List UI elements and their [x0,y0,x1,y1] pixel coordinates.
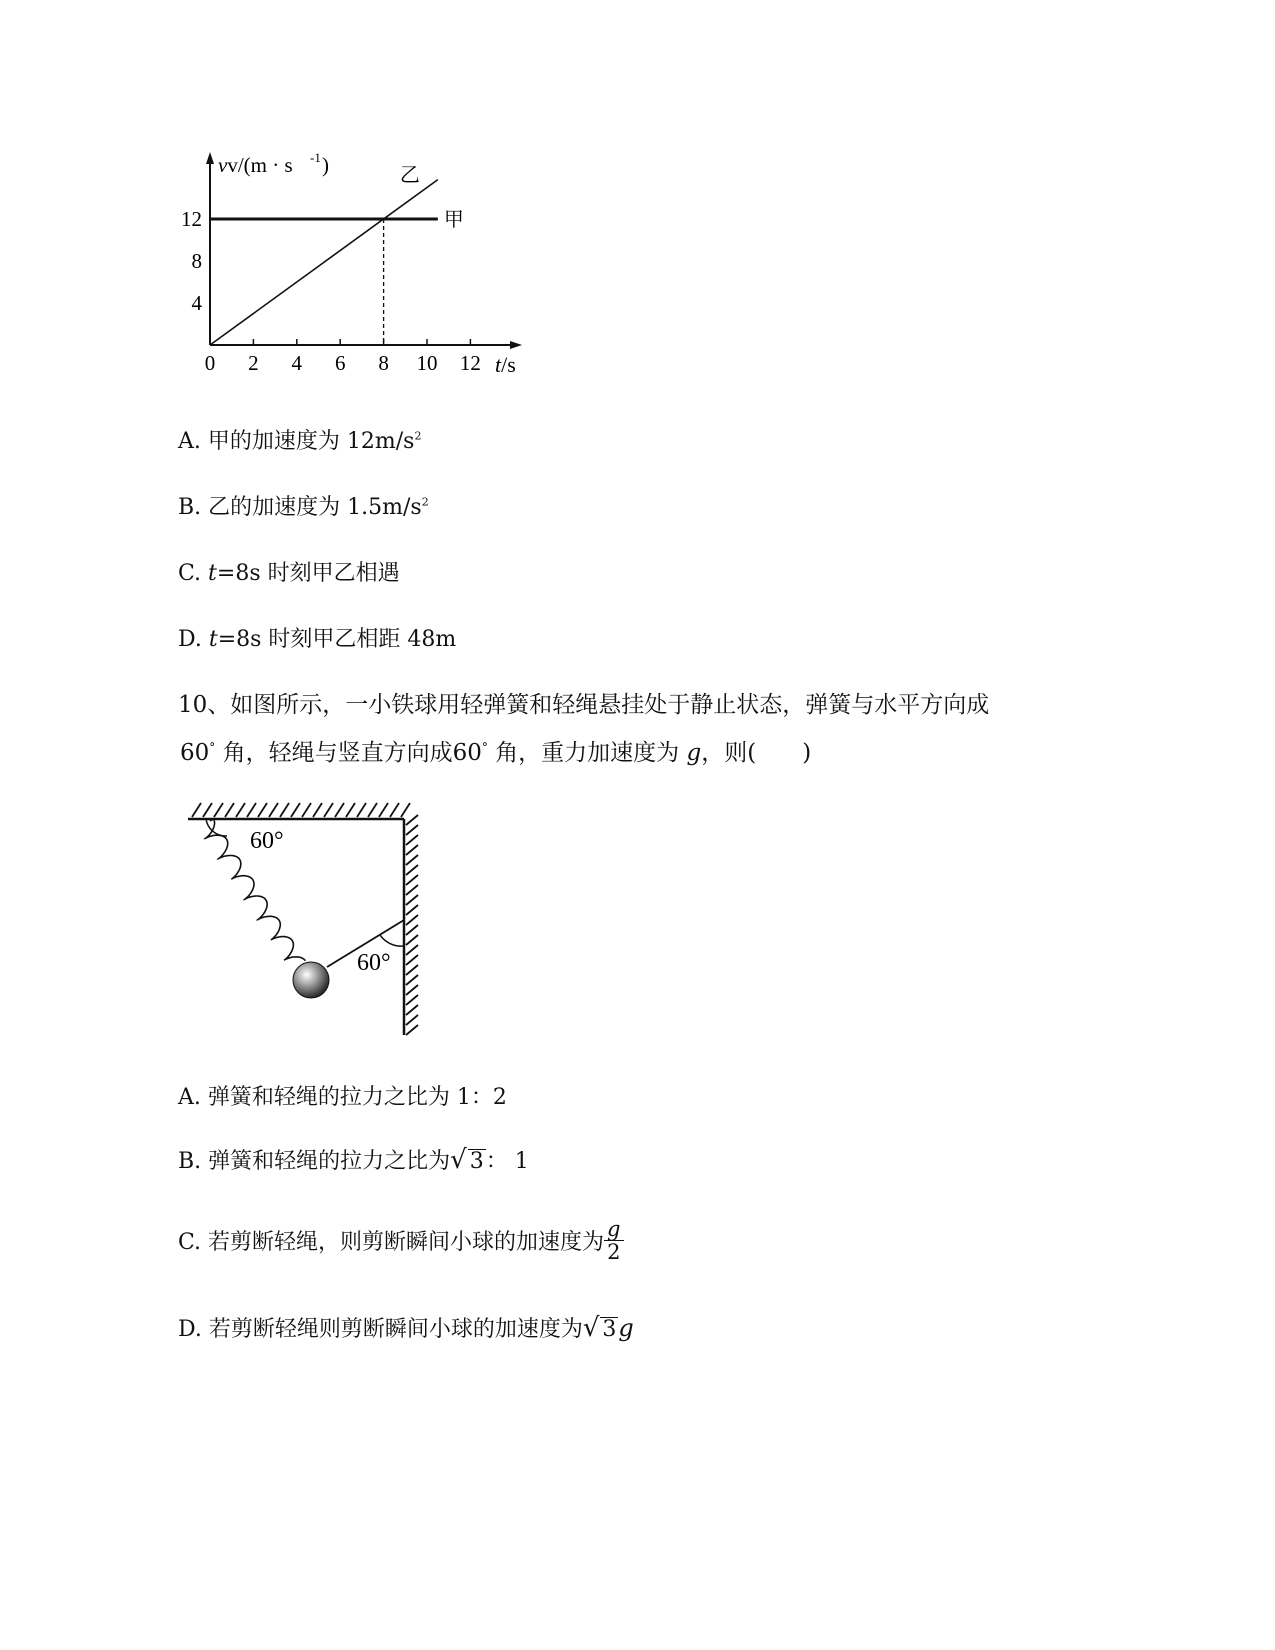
y-tick-label: 12 [181,207,202,231]
x-tick-label: 2 [248,351,259,375]
hatch-line [291,803,300,817]
vt-graph [170,140,550,390]
angle-arc-wall [380,935,404,946]
hatch-line [214,803,223,817]
y-axis-arrow [206,152,214,164]
hatch-line [406,935,418,945]
hatch-line [406,845,418,855]
hatch-line [406,895,418,905]
x-axis-label: t/s [495,352,516,377]
hatch-line [406,1025,418,1035]
hatch-line [280,803,289,817]
hatch-line [406,915,418,925]
hatch-line [406,885,418,895]
hatch-line [324,803,333,817]
hatch-line [346,803,355,817]
y-axis-label-close: ) [322,153,329,177]
hatch-line [406,945,418,955]
q9-option-b-sup: 2 [421,495,429,509]
q10-stem-line2: 60° 角，轻绳与竖直方向成60° 角，重力加速度为 g，则( ) [180,740,812,766]
hatch-line [406,875,418,885]
x-tick-label: 6 [334,351,346,375]
hatch-line [406,975,418,985]
hatch-line [406,905,418,915]
hatch-line [406,1005,418,1015]
y-tick-labels [181,207,203,315]
q10-option-c: C. 若剪断轻绳，则剪断瞬间小球的加速度为 $\frac{g}{2}$ [178,1218,624,1263]
sqrt-sign: √ [582,1313,600,1343]
hatch-line [258,803,267,817]
line-yi [210,180,438,345]
q9-option-a-sup: 2 [414,429,422,443]
angle-label-wall: 60° [357,950,391,976]
q10-stem-line1: 10、如图所示，一小铁球用轻弹簧和轻绳悬挂处于静止状态，弹簧与水平方向成 [178,692,990,718]
angle-arc-ceiling [206,819,227,836]
hatch-line [406,1015,418,1025]
wall-hatching [406,815,418,1035]
hatch-line [406,955,418,965]
hatch-line [368,803,377,817]
hatch-line [401,803,410,817]
line-jia-label: 甲 [443,209,464,231]
q9-option-a [178,424,421,455]
iron-ball [293,962,329,998]
x-tick-label: 12 [459,351,481,375]
q9-option-b [178,490,429,521]
radicand: 3 [602,1317,617,1342]
hatch-line [269,803,278,817]
hatch-line [406,835,418,845]
spring-figure [180,795,430,1045]
hatch-line [236,803,245,817]
hatch-line [406,825,418,835]
hatch-line [406,985,418,995]
hatch-line [357,803,366,817]
q9-option-d-var: t [208,627,218,652]
fraction-g-over-2: $\frac{g}{2}$ [604,1218,623,1263]
line-yi-label: 乙 [399,164,420,187]
q10-option-d: D. 若剪断轻绳则剪断瞬间小球的加速度为√ 3g [178,1313,634,1343]
hatch-line [406,855,418,865]
hatch-line [406,865,418,875]
hatch-line [302,803,311,817]
sqrt-sign: √ [450,1145,467,1175]
ceiling-hatching [192,803,410,817]
hatch-line [247,803,256,817]
radicand: 3 [469,1149,484,1174]
hatch-line [379,803,388,817]
y-tick-label: 8 [191,249,202,273]
q10-option-b: B. 弹簧和轻绳的拉力之比为√ 3： 1 [178,1145,529,1175]
hatch-line [225,803,234,817]
angle-label-ceiling: 60° [250,828,284,854]
hatch-line [335,803,344,817]
y-axis-label: vv/(m · s [218,153,293,177]
y-axis-label-exp: -1 [310,150,321,165]
hatch-line [406,965,418,975]
q9-option-c: C. t=8s 时刻甲乙相遇 [178,561,400,586]
q9-option-b-text: B. 乙的加速度为 1.5m/s [178,495,422,520]
hatch-line [203,803,212,817]
hatch-line [406,995,418,1005]
x-tick-label: 0 [204,351,216,375]
hatch-line [406,925,418,935]
q9-option-c-var: t [208,561,217,586]
hatch-line [313,803,322,817]
x-tick-label: 8 [378,351,389,375]
hatch-line [192,803,201,817]
hatch-line [390,803,399,817]
q9-option-d: D. t=8s 时刻甲乙相距 48m [178,627,457,652]
y-tick-label: 4 [191,291,202,315]
x-tick-label: 10 [416,351,438,375]
x-axis-arrow [510,341,522,349]
x-tick-labels [205,351,481,375]
q9-option-a-text: A. 甲的加速度为 12m/s [178,429,415,454]
hatch-line [406,815,418,825]
x-tick-label: 4 [291,351,303,375]
q10-option-a: A. 弹簧和轻绳的拉力之比为 1：2 [178,1085,507,1110]
